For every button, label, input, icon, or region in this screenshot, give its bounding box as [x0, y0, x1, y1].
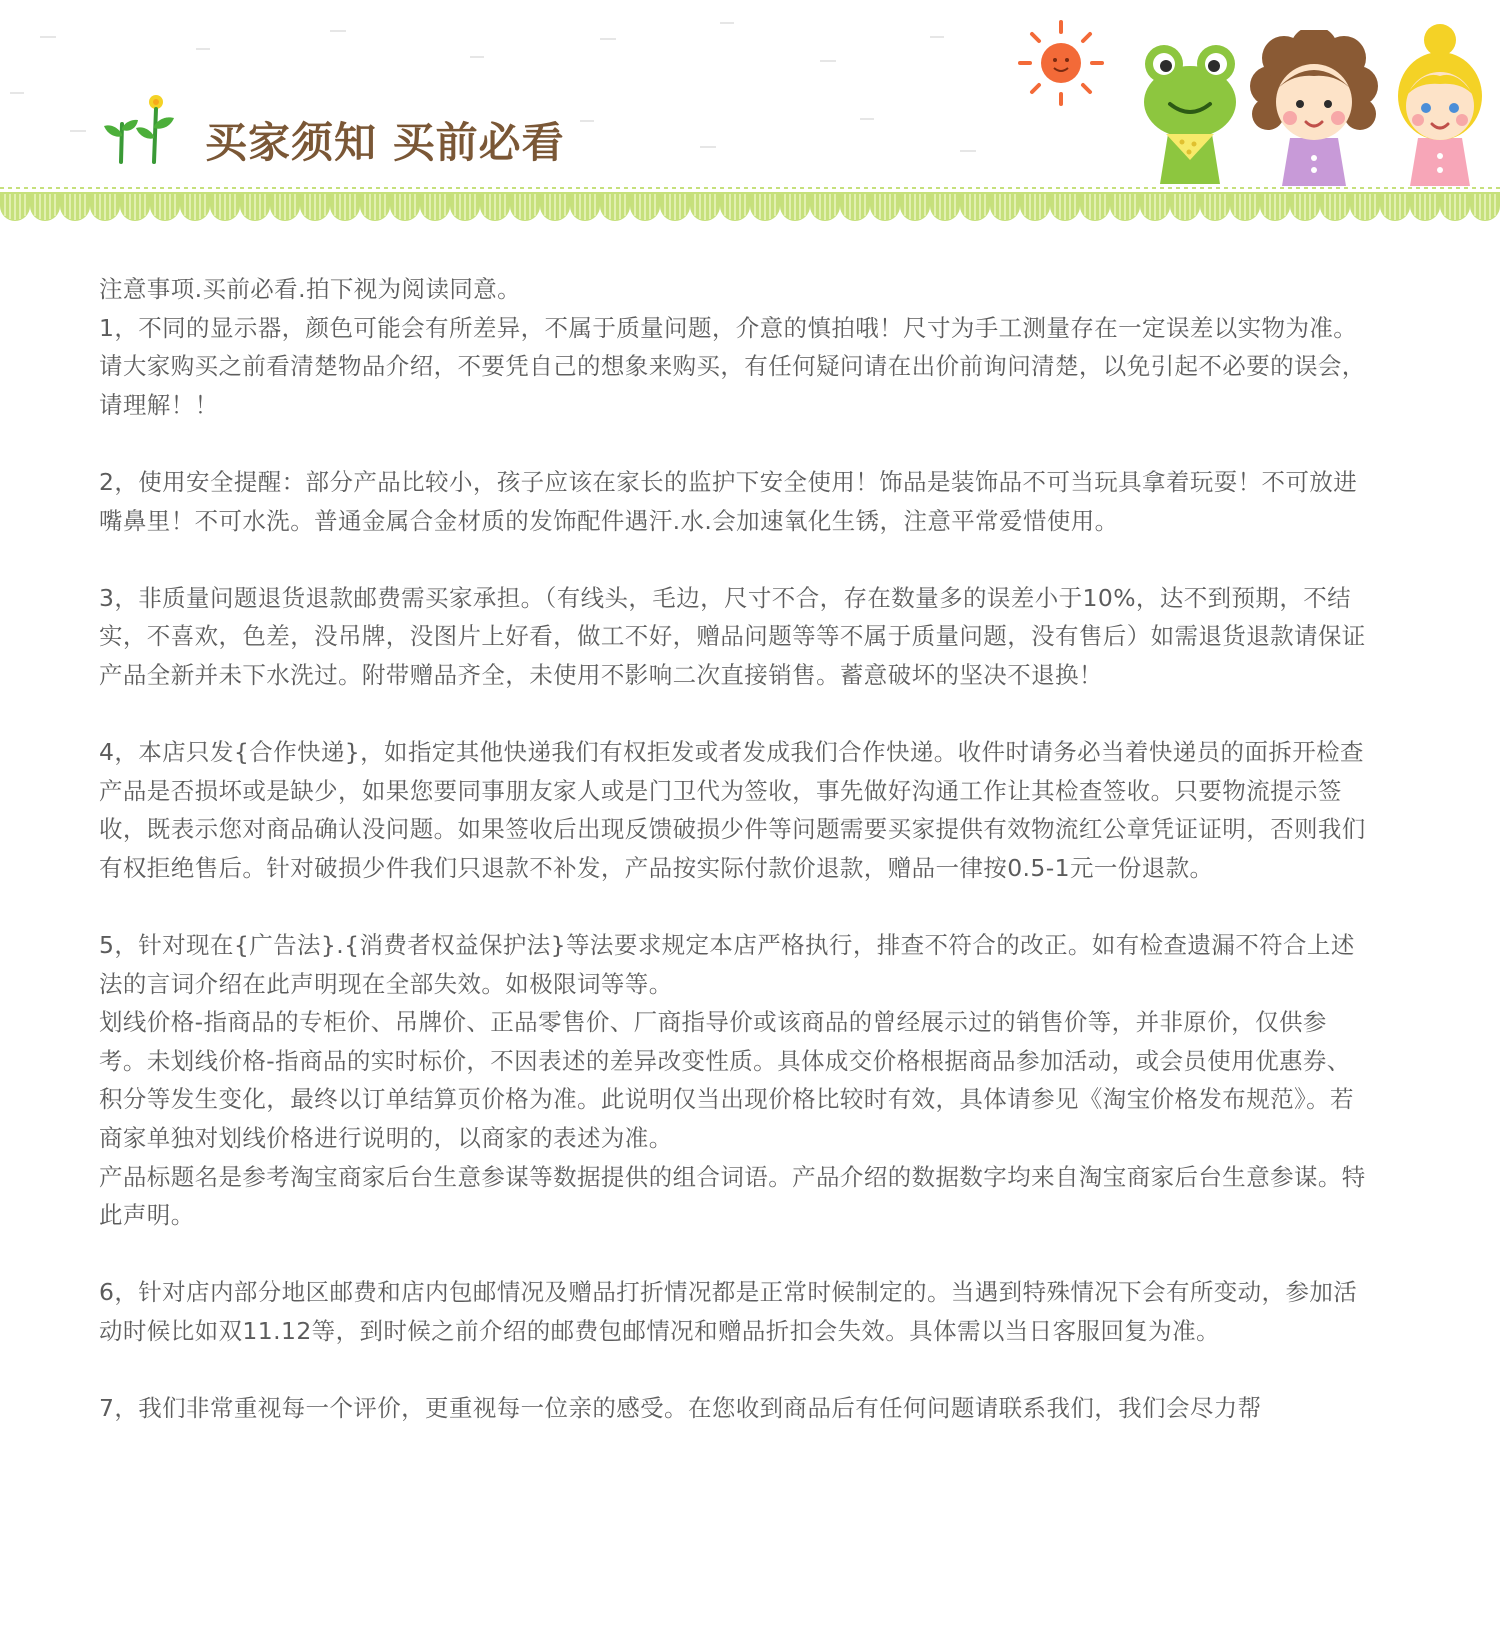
scalloped-border	[0, 186, 1500, 230]
background-dash	[330, 30, 346, 32]
notice-paragraph: 7，我们非常重视每一个评价，更重视每一位亲的感受。在您收到商品后有任何问题请联系我们，我们会尽力帮	[99, 1394, 1262, 1423]
background-dash	[40, 36, 56, 38]
frog-figure	[1136, 38, 1244, 188]
blonde-girl-figure	[1382, 22, 1498, 188]
notice-paragraph: 产品标题名是参考淘宝商家后台生意参谋等数据提供的组合词语。产品介绍的数据数字均来自淘宝商家后台生意参谋。特此声明。	[99, 1162, 1366, 1230]
notice-intro: 注意事项.买前必看.拍下视为阅读同意。	[99, 275, 522, 303]
background-dash	[470, 56, 484, 58]
page-title: 买家须知 买前必看	[205, 118, 565, 167]
notice-paragraph: 1，不同的显示器，颜色可能会有所差异，不属于质量问题，介意的慎拍哦！尺寸为手工测量存在一定误差以实物为准。请大家购买之前看清楚物品介绍，不要凭自己的想象来购买，有任何疑问请在出价前询问清楚，以免引起不必要的误会，请理解！！	[99, 313, 1366, 419]
background-dash	[960, 150, 976, 152]
header-banner	[0, 0, 1500, 232]
sun-icon	[1016, 18, 1106, 108]
sprout-icon	[104, 92, 176, 168]
background-dash	[580, 120, 594, 122]
notice-paragraph: 4，本店只发{合作快递}，如指定其他快递我们有权拒发或者发成我们合作快递。收件时请务必当着快递员的面拆开检查产品是否损坏或是缺少，如果您要同事朋友家人或是门卫代为签收，事先做好沟通工作让其检查签收。只要物流提示签收，既表示您对商品确认没问题。如果签收后出现反馈破损少件等问题需要买家提供有效物流红公章凭证证明，否则我们有权拒绝售后。针对破损少件我们只退款不补发，产品按实际付款价退款，赠品一律按0.5-1元一份退款。	[99, 738, 1366, 882]
notice-item-3	[99, 579, 1367, 695]
background-dash	[700, 146, 716, 148]
notice-item-2	[99, 463, 1367, 540]
background-dash	[820, 60, 836, 62]
curly-hair-girl-figure	[1246, 30, 1382, 188]
background-dash	[196, 48, 210, 50]
notice-paragraph: 划线价格-指商品的专柜价、吊牌价、正品零售价、厂商指导价或该商品的曾经展示过的销售价等，并非原价，仅供参考。未划线价格-指商品的实时标价，不因表述的差异改变性质。具体成交价格根据商品参加活动，或会员使用优惠券、积分等发生变化，最终以订单结算页价格为准。此说明仅当出现价格比较时有效，具体请参见《淘宝价格发布规范》。若商家单独对划线价格进行说明的，以商家的表述为准。	[99, 1008, 1354, 1153]
notice-paragraph: 2，使用安全提醒：部分产品比较小，孩子应该在家长的监护下安全使用！饰品是装饰品不可当玩具拿着玩耍！不可放进嘴鼻里！不可水洗。普通金属合金材质的发饰配件遇汗.水.会加速氧化生锈，注意平常爱惜使用。	[99, 467, 1358, 535]
notice-paragraph: 5，针对现在{广告法}.{消费者权益保护法}等法要求规定本店严格执行，排查不符合的改正。如有检查遗漏不符合上述法的言词介绍在此声明现在全部失效。如极限词等等。	[99, 931, 1355, 998]
background-dash	[860, 118, 874, 120]
notice-paragraph: 3，非质量问题退货退款邮费需买家承担。（有线头，毛边，尺寸不合，存在数量多的误差小于10%，达不到预期，不结实，不喜欢，色差，没吊牌，没图片上好看，做工不好，赠品问题等等不属于质量问题，没有售后）如需退货退款请保证产品全新并未下水洗过。附带赠品齐全，未使用不影响二次直接销售。蓄意破坏的坚决不退换！	[99, 583, 1366, 689]
notice-item-5	[99, 926, 1367, 1235]
background-dash	[930, 36, 944, 38]
notice-paragraph: 6，针对店内部分地区邮费和店内包邮情况及赠品打折情况都是正常时候制定的。当遇到特殊情况下会有所变动，参加活动时候比如双11.12等，到时候之前介绍的邮费包邮情况和赠品折扣会失效。具体需以当日客服回复为准。	[99, 1278, 1358, 1346]
notice-item-4	[99, 733, 1367, 887]
notice-item-7	[99, 1389, 1367, 1428]
background-dash	[720, 22, 734, 24]
background-dash	[600, 38, 616, 40]
notice-body	[99, 270, 1367, 1576]
background-dash	[70, 130, 86, 132]
notice-item-6	[99, 1273, 1367, 1350]
background-dash	[10, 92, 24, 94]
notice-item-1	[99, 309, 1367, 425]
